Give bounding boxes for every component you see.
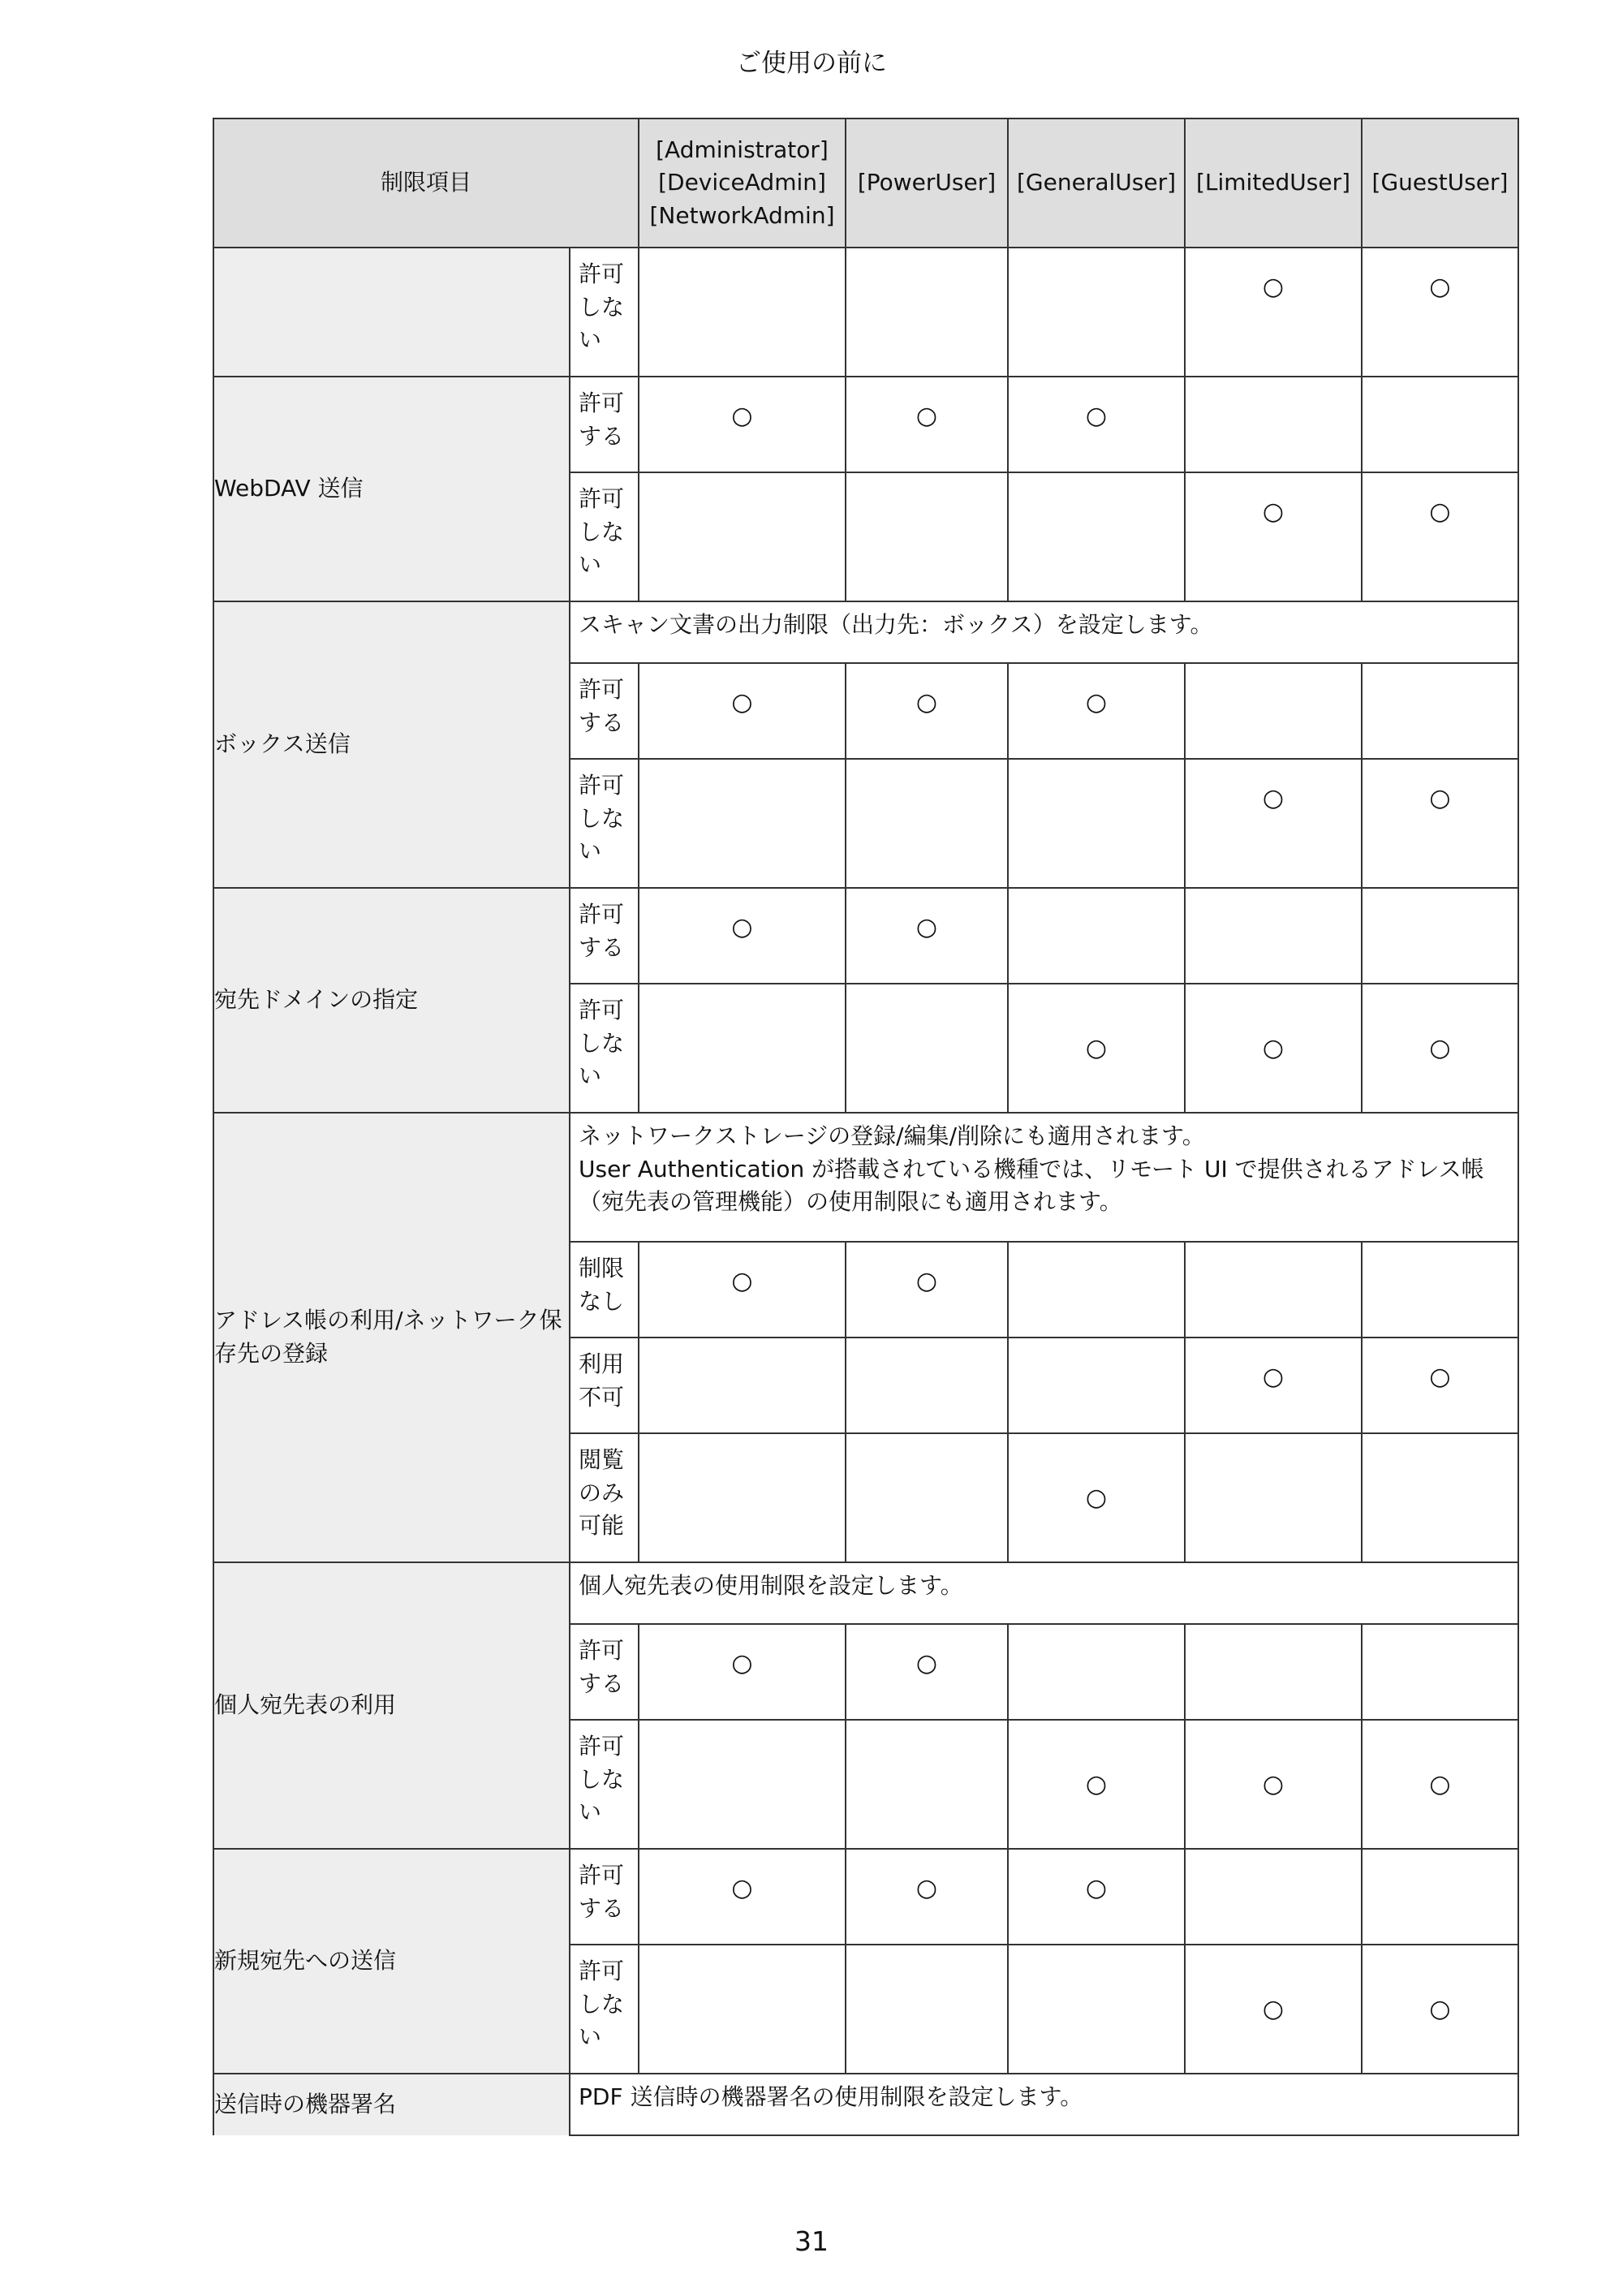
note-line: ネットワークストレージの登録/編集/削除にも適用されます。 (579, 1122, 1205, 1149)
mark-cell (1362, 1242, 1518, 1338)
mark-cell (1185, 377, 1362, 472)
circle-mark-icon: ○ (1185, 248, 1362, 377)
mark-cell (639, 1945, 846, 2074)
setting-cell: 許可する (570, 888, 639, 984)
item-label-webdav: WebDAV 送信 (213, 377, 570, 601)
column-header-item: 制限項目 (213, 118, 639, 248)
circle-mark-icon: ○ (1362, 1720, 1518, 1849)
note-cell-box: スキャン文書の出力制限（出力先：ボックス）を設定します。 (570, 601, 1518, 663)
setting-cell: 許可しない (570, 248, 639, 377)
circle-mark-icon: ○ (1185, 472, 1362, 601)
mark-cell (846, 248, 1008, 377)
circle-mark-icon: ○ (1008, 1720, 1185, 1849)
mark-cell (1362, 377, 1518, 472)
mark-cell (639, 1338, 846, 1433)
mark-cell (1185, 1624, 1362, 1720)
mark-cell (1185, 1242, 1362, 1338)
item-label-domain: 宛先ドメインの指定 (213, 888, 570, 1113)
mark-cell (846, 1945, 1008, 2074)
mark-cell (1008, 1338, 1185, 1433)
circle-mark-icon: ○ (1362, 1945, 1518, 2074)
mark-cell (639, 472, 846, 601)
note-cell-device-signature: PDF 送信時の機器署名の使用制限を設定します。 (570, 2074, 1518, 2135)
circle-mark-icon: ○ (1362, 472, 1518, 601)
setting-cell: 許可する (570, 377, 639, 472)
mark-cell (1008, 1242, 1185, 1338)
setting-cell: 許可しない (570, 1945, 639, 2074)
setting-cell: 許可しない (570, 984, 639, 1113)
table-row (213, 248, 1518, 377)
mark-cell (1185, 1849, 1362, 1945)
setting-cell: 許可する (570, 1624, 639, 1720)
setting-cell: 許可しない (570, 472, 639, 601)
item-label-new-destination: 新規宛先への送信 (213, 1849, 570, 2074)
circle-mark-icon: ○ (846, 1242, 1008, 1338)
mark-cell (1008, 1624, 1185, 1720)
setting-cell: 閲覧のみ可能 (570, 1433, 639, 1562)
circle-mark-icon: ○ (846, 1624, 1008, 1720)
mark-cell (639, 248, 846, 377)
column-header-admin-line: [NetworkAdmin] (649, 201, 835, 229)
circle-mark-icon: ○ (1362, 984, 1518, 1113)
setting-cell: 利用不可 (570, 1338, 639, 1433)
circle-mark-icon: ○ (1362, 1338, 1518, 1433)
table-row (213, 1562, 1518, 1624)
circle-mark-icon: ○ (846, 377, 1008, 472)
circle-mark-icon: ○ (1008, 1849, 1185, 1945)
mark-cell (846, 984, 1008, 1113)
mark-cell (1008, 248, 1185, 377)
circle-mark-icon: ○ (639, 663, 846, 759)
mark-cell (846, 759, 1008, 888)
circle-mark-icon: ○ (1008, 1433, 1185, 1562)
circle-mark-icon: ○ (639, 1242, 846, 1338)
circle-mark-icon: ○ (1362, 759, 1518, 888)
column-header-admin-line: [Administrator] (656, 136, 829, 163)
circle-mark-icon: ○ (639, 1849, 846, 1945)
column-header-power-user: [PowerUser] (846, 118, 1008, 248)
column-header-guest-user: [GuestUser] (1362, 118, 1518, 248)
table-row (213, 1849, 1518, 1945)
mark-cell (639, 759, 846, 888)
column-header-general-user: [GeneralUser] (1008, 118, 1185, 248)
circle-mark-icon: ○ (1008, 377, 1185, 472)
page-number: 31 (794, 2225, 829, 2257)
mark-cell (1008, 1945, 1185, 2074)
circle-mark-icon: ○ (639, 888, 846, 984)
note-cell-address-book (570, 1113, 1518, 1242)
column-header-limited-user: [LimitedUser] (1185, 118, 1362, 248)
column-header-admin (639, 118, 846, 248)
mark-cell (1008, 759, 1185, 888)
mark-cell (1185, 1433, 1362, 1562)
mark-cell (1362, 888, 1518, 984)
item-label-box: ボックス送信 (213, 601, 570, 888)
item-label-address-book: アドレス帳の利用/ネットワーク保存先の登録 (213, 1113, 570, 1562)
mark-cell (639, 1720, 846, 1849)
mark-cell (846, 1433, 1008, 1562)
mark-cell (639, 1433, 846, 1562)
mark-cell (846, 1338, 1008, 1433)
setting-cell: 許可しない (570, 1720, 639, 1849)
restriction-table (213, 118, 1519, 2136)
table-row (213, 377, 1518, 472)
circle-mark-icon: ○ (639, 1624, 846, 1720)
item-label-personal: 個人宛先表の利用 (213, 1562, 570, 1849)
circle-mark-icon: ○ (1185, 1720, 1362, 1849)
table-row (213, 601, 1518, 663)
circle-mark-icon: ○ (1185, 1945, 1362, 2074)
mark-cell (1185, 888, 1362, 984)
mark-cell (846, 472, 1008, 601)
mark-cell (639, 984, 846, 1113)
setting-cell: 制限なし (570, 1242, 639, 1338)
circle-mark-icon: ○ (1185, 984, 1362, 1113)
table-row (213, 888, 1518, 984)
item-label-device-signature: 送信時の機器署名 (213, 2074, 570, 2135)
table-row (213, 1113, 1518, 1242)
note-cell-personal: 個人宛先表の使用制限を設定します。 (570, 1562, 1518, 1624)
mark-cell (1362, 663, 1518, 759)
note-line: User Authentication が搭載されている機種では、リモート UI で提供されるアドレス帳（宛先表の管理機能）の使用制限にも適用されます。 (579, 1155, 1484, 1216)
mark-cell (846, 1720, 1008, 1849)
circle-mark-icon: ○ (1185, 1338, 1362, 1433)
mark-cell (1362, 1849, 1518, 1945)
circle-mark-icon: ○ (846, 888, 1008, 984)
mark-cell (1362, 1433, 1518, 1562)
mark-cell (1362, 1624, 1518, 1720)
mark-cell (1008, 472, 1185, 601)
mark-cell (1185, 663, 1362, 759)
circle-mark-icon: ○ (1185, 759, 1362, 888)
mark-cell (1008, 888, 1185, 984)
item-cell-continued (213, 248, 570, 377)
circle-mark-icon: ○ (1362, 248, 1518, 377)
circle-mark-icon: ○ (1008, 984, 1185, 1113)
table-header-row (213, 118, 1518, 248)
circle-mark-icon: ○ (1008, 663, 1185, 759)
page-header-title: ご使用の前に (736, 49, 887, 78)
setting-cell: 許可しない (570, 759, 639, 888)
circle-mark-icon: ○ (639, 377, 846, 472)
setting-cell: 許可する (570, 1849, 639, 1945)
table-row (213, 2074, 1518, 2135)
circle-mark-icon: ○ (846, 1849, 1008, 1945)
setting-cell: 許可する (570, 663, 639, 759)
column-header-admin-line: [DeviceAdmin] (658, 169, 826, 196)
circle-mark-icon: ○ (846, 663, 1008, 759)
